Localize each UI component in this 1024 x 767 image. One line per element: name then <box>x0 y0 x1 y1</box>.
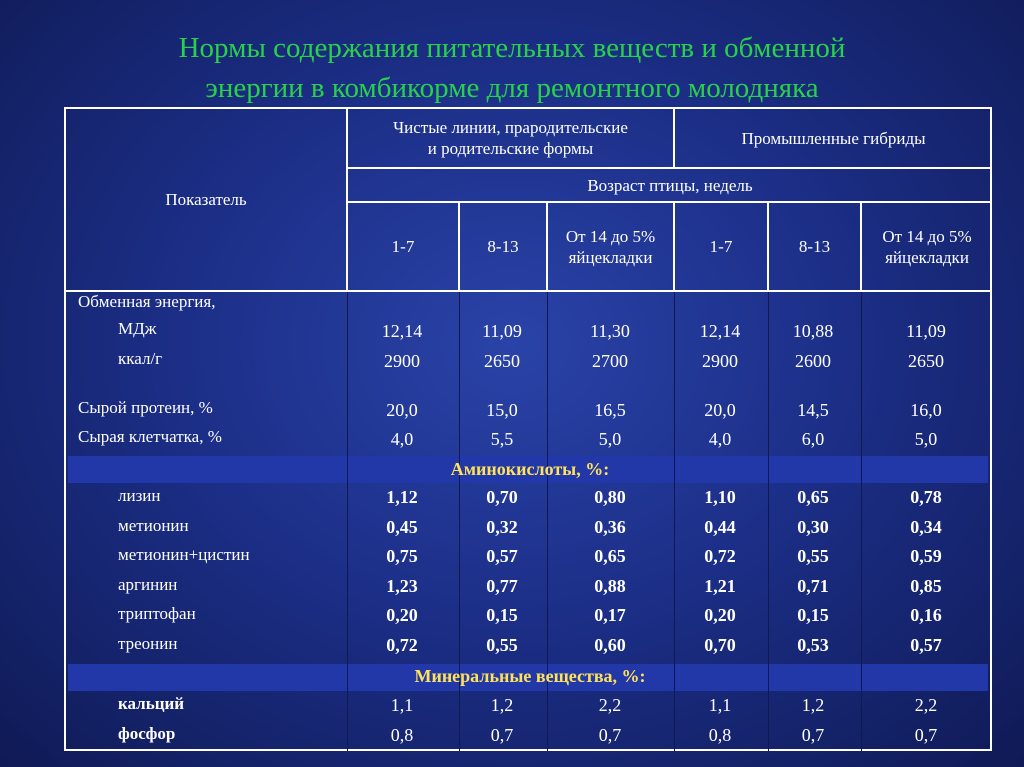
table-cell: 0,70 <box>704 634 736 655</box>
table-cell: 2900 <box>702 351 738 371</box>
table-cell: 20,0 <box>386 400 418 420</box>
table-cell: 12,14 <box>381 321 423 341</box>
table-cell: 2650 <box>484 351 520 371</box>
row-label: триптофан <box>118 604 196 623</box>
table-cell: 4,0 <box>708 429 732 449</box>
table-cell: 2600 <box>795 351 831 371</box>
table-cell: 1,23 <box>386 575 418 596</box>
table-cell: 0,59 <box>910 546 942 566</box>
table-cell: 0,72 <box>386 634 418 655</box>
mineral-section-title: Минеральные вещества, %: <box>414 666 646 686</box>
table-cell: 0,20 <box>704 605 736 625</box>
table-cell: 0,15 <box>486 605 518 625</box>
table-cell: 0,7 <box>914 725 938 745</box>
table-cell: 1,10 <box>704 487 736 507</box>
table-cell: 6,0 <box>801 429 825 449</box>
table-cell: 0,45 <box>386 516 418 537</box>
header-group-hybrid: Промышленные гибриды <box>741 128 926 148</box>
row-label: фосфор <box>118 724 176 743</box>
table-cell: 2700 <box>592 351 628 371</box>
row-label: МДж <box>118 319 157 338</box>
table-cell: 0,17 <box>594 605 626 625</box>
table-cell: 1,21 <box>704 575 736 596</box>
table-cell: 15,0 <box>486 400 518 420</box>
header-age: Возраст птицы, недель <box>587 175 753 195</box>
table-cell: 0,75 <box>386 546 418 566</box>
title-line-1: Нормы содержания питательных веществ и обменной <box>178 32 846 64</box>
header-col-4: 1-7 <box>709 237 733 256</box>
table-cell: 0,8 <box>390 725 414 745</box>
nutrient-norms-table <box>64 107 992 751</box>
table-cell: 11,30 <box>590 321 630 341</box>
header-col-5: 8-13 <box>798 237 831 256</box>
table-cell: 10,88 <box>792 321 834 341</box>
amino-section-title: Аминокислоты, %: <box>450 459 610 479</box>
row-label: ккал/г <box>118 349 163 368</box>
table-cell: 5,5 <box>490 429 514 449</box>
header-group-pure: Чистые линии, прародительские и родительские формы <box>393 118 628 158</box>
header-indicator: Показатель <box>165 190 247 209</box>
header-col-1: 1-7 <box>391 237 415 256</box>
table-cell: 16,0 <box>910 400 942 420</box>
table-cell: 0,70 <box>486 487 518 507</box>
table-cell: 1,2 <box>490 695 514 715</box>
table-cell: 0,15 <box>797 605 829 625</box>
table-cell: 0,80 <box>594 487 626 507</box>
table-cell: 2650 <box>908 351 944 371</box>
row-label: Сырая клетчатка, % <box>78 427 222 446</box>
table-cell: 1,1 <box>390 695 414 715</box>
table-cell: 0,55 <box>797 546 829 566</box>
table-cell: 11,09 <box>482 321 522 341</box>
table-cell: 1,2 <box>801 695 825 715</box>
table-cell: 0,77 <box>486 575 518 596</box>
table-cell: 0,65 <box>594 546 626 566</box>
table-cell: 0,72 <box>704 546 736 566</box>
table-cell: 11,09 <box>906 321 946 341</box>
row-label: Обменная энергия, <box>78 292 216 311</box>
table-cell: 0,57 <box>486 546 518 566</box>
title-line-2: энергии в комбикорме для ремонтного молодняка <box>205 72 819 104</box>
table-cell: 2,2 <box>598 695 622 715</box>
row-label: метионин <box>118 515 189 535</box>
header-col-6: От 14 до 5% яйцекладки <box>882 226 972 267</box>
table-cell: 0,32 <box>486 516 518 537</box>
table-cell: 0,55 <box>486 634 518 655</box>
table-cell: 5,0 <box>598 429 622 449</box>
table-cell: 0,30 <box>797 516 829 537</box>
table-cell: 0,57 <box>910 634 942 655</box>
table-cell: 0,78 <box>910 487 942 507</box>
row-label: кальций <box>118 694 185 713</box>
table-cell: 0,53 <box>797 634 829 655</box>
table-cell: 16,5 <box>594 400 626 420</box>
table-cell: 0,60 <box>594 634 626 655</box>
table-cell: 0,16 <box>910 605 942 625</box>
row-label: лизин <box>118 486 161 505</box>
table-cell: 0,88 <box>594 575 626 596</box>
table-cell: 0,20 <box>386 605 418 625</box>
table-cell: 0,8 <box>708 725 732 745</box>
table-cell: 4,0 <box>390 429 414 449</box>
table-cell: 0,7 <box>801 725 825 745</box>
table-cell: 2900 <box>384 351 420 371</box>
table-cell: 0,34 <box>910 516 942 537</box>
table-cell: 20,0 <box>704 400 736 420</box>
slide-title <box>0 28 1024 108</box>
table-cell: 1,12 <box>386 487 418 507</box>
table-cell: 0,7 <box>598 725 622 745</box>
table-cell: 1,1 <box>708 695 732 715</box>
table-cell: 0,44 <box>704 516 736 537</box>
table-cell: 0,7 <box>490 725 514 745</box>
table-cell: 12,14 <box>699 321 741 341</box>
row-label: Сырой протеин, % <box>78 398 213 417</box>
header-col-2: 8-13 <box>487 237 519 256</box>
row-label: треонин <box>118 633 178 653</box>
table-cell: 0,36 <box>594 516 626 537</box>
row-label: метионин+цистин <box>118 545 250 564</box>
table-cell: 14,5 <box>797 400 829 420</box>
row-label: аргинин <box>118 574 178 594</box>
table-cell: 2,2 <box>914 695 938 715</box>
table-cell: 0,65 <box>797 487 829 507</box>
header-col-3: От 14 до 5% яйцекладки <box>565 226 656 267</box>
table-cell: 5,0 <box>914 429 938 449</box>
table-cell: 0,71 <box>797 575 829 596</box>
table-cell: 0,85 <box>910 575 942 596</box>
